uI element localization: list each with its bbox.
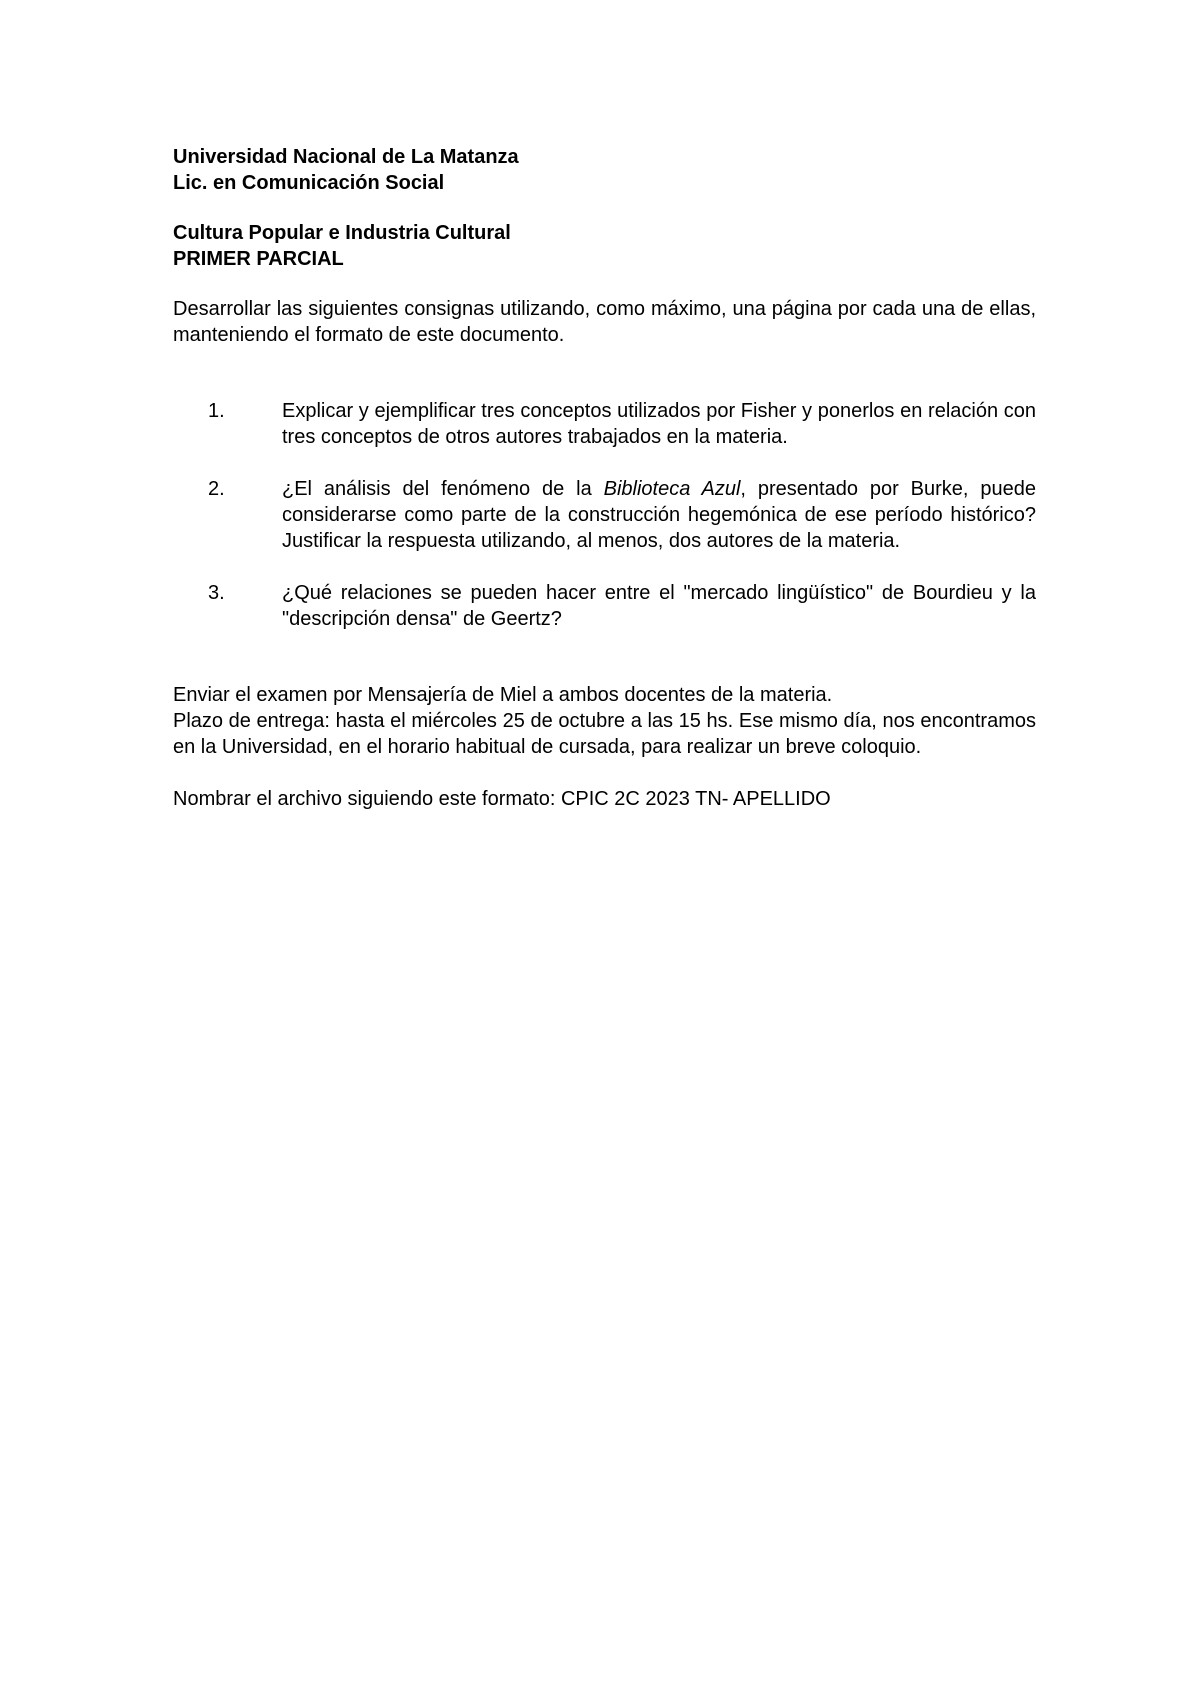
document-body: [173, 144, 1036, 812]
question-italic-title: Biblioteca Azul: [603, 478, 741, 500]
question-text: ¿Qué relaciones se pueden hacer entre el "mercado lingüístico" de Bourdieu y la "descripción densa" de Geertz?: [282, 582, 1036, 630]
submission-send-text: Enviar el examen por Mensajería de Miel a ambos docentes de la materia.: [173, 684, 833, 706]
submission-filename-text: Nombrar el archivo siguiendo este formato: CPIC 2C 2023 TN- APELLIDO: [173, 788, 831, 810]
exam-title: PRIMER PARCIAL: [173, 248, 344, 270]
question-item-1: [173, 398, 1036, 450]
question-item-3: [173, 580, 1036, 632]
question-text-end: , presentado por Burke, puede considerarse como parte de la construcción hegemónica de ese período histórico? Justificar la respuesta utilizando, al menos, dos autores de la materia.: [282, 478, 1036, 552]
submission-deadline-text: Plazo de entrega: hasta el miércoles 25 de octubre a las 15 hs. Ese mismo día, nos encontramos en la Universidad, en el horario habitual de cursada, para realizar un breve coloquio.: [173, 710, 1036, 758]
question-text: Explicar y ejemplificar tres conceptos utilizados por Fisher y ponerlos en relación con tres conceptos de otros autores trabajados en la materia.: [282, 400, 1036, 448]
question-number: 2.: [208, 478, 225, 500]
question-number: 3.: [208, 582, 225, 604]
program-name: Lic. en Comunicación Social: [173, 172, 445, 194]
course-title: Cultura Popular e Industria Cultural: [173, 222, 511, 244]
question-item-2: [173, 476, 1036, 554]
document-header: [173, 144, 1036, 272]
question-number: 1.: [208, 400, 225, 422]
submission-section: [173, 682, 1036, 812]
institution-name: Universidad Nacional de La Matanza: [173, 146, 519, 168]
question-list: [173, 398, 1036, 632]
question-text-start: ¿El análisis del fenómeno de la: [282, 478, 604, 500]
instructions-paragraph: Desarrollar las siguientes consignas utilizando, como máximo, una página por cada una de ellas, manteniendo el formato de este documento.: [173, 298, 1036, 346]
